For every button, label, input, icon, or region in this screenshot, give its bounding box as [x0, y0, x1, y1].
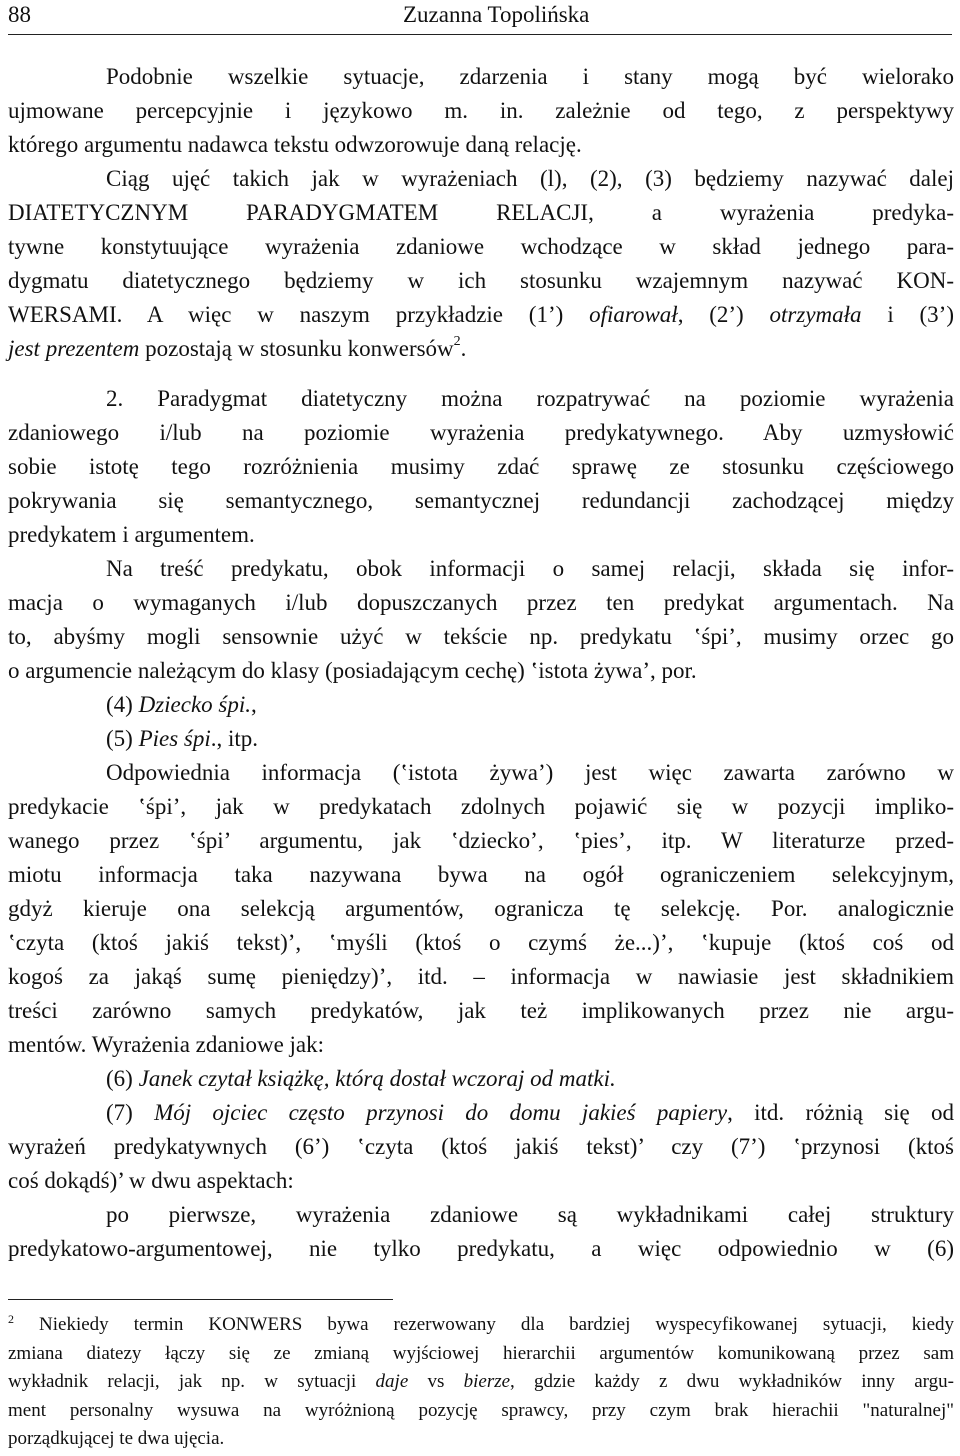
paragraph-intro — [8, 60, 954, 162]
text-line: zdaniowego i/lub na poziomie wyrażenia predykatywnego. Aby uzmysłowić — [8, 420, 954, 445]
footnote-number: 2 — [8, 1312, 14, 1326]
text-line: wyrażeń predykatywnych (6’) ʽczyta (ktoś jakiś tekst)’ czy (7’) ʽprzynosi (ktoś — [8, 1134, 954, 1159]
paragraph-predicate-content — [8, 552, 954, 756]
text-line: dygmatu diatetycznego będziemy w ich stosunku wzajemnym nazywać KON- — [8, 268, 954, 293]
text-line: kogoś za jakąś sumę pieniędzy)’, itd. – informacja w nawiasie jest składnikiem — [8, 964, 954, 989]
text-line: którego argumentu nadawca tekstu odwzorowuje daną relację. — [8, 132, 582, 157]
text-line: gdyż kieruje ona selekcją argumentów, ogranicza tę selekcję. Por. analogicznie — [8, 896, 954, 921]
text-line: ujmowane percepcyjnie i językowo m. in. zależnie od tego, z perspektywy — [8, 98, 954, 123]
italic-term: jest prezentem — [8, 336, 140, 361]
text-line: miotu informacja taka nazywana bywa na ogół ograniczeniem selekcyjnym, — [8, 862, 954, 887]
text-line: 2. Paradygmat diatetyczny można rozpatrywać na poziomie wyrażenia — [106, 386, 954, 411]
main-text — [8, 60, 954, 1266]
example-6: (6) Janek czytał książkę, którą dostał wczoraj od matki. — [106, 1066, 616, 1091]
text-line: po pierwsze, wyrażenia zdaniowe są wykładnikami całej struktury — [106, 1202, 954, 1227]
text-line: Odpowiednia informacja (ʽistota żywa’) jest więc zawarta zarówno w — [106, 760, 954, 785]
running-header — [8, 2, 952, 35]
text-line: predykatem i argumentem. — [8, 522, 255, 547]
footnote-separator — [8, 1299, 393, 1300]
italic-term: ofiarował — [589, 302, 678, 327]
paragraph-selection-restriction — [8, 756, 954, 1198]
text-line: Podobnie wszelkie sytuacje, zdarzenia i stany mogą być wielorako — [106, 64, 954, 89]
text-line: Ciąg ujęć takich jak w wyrażeniach (l), (2), (3) będziemy nazywać dalej — [106, 166, 954, 191]
text-line: treści zarówno samych predykatów, jak też implikowanych przez nie argu- — [8, 998, 954, 1023]
footnote-ref: 2 — [453, 334, 461, 349]
text-line: DIATETYCZNYM PARADYGMATEM RELACJI, a wyrażenia predyka- — [8, 200, 954, 225]
paragraph-first-aspect — [8, 1198, 954, 1266]
text-line: macja o wymaganych i/lub dopuszczanych przez ten predykat argumentach. Na — [8, 590, 954, 615]
text-line: predykatowo-argumentowej, nie tylko predykatu, a więc odpowiednio w (6) — [8, 1236, 954, 1261]
example-4: (4) Dziecko śpi., — [106, 692, 257, 717]
text-line: ʽczyta (ktoś jakiś tekst)’, ʽmyśli (ktoś o czymś że...)’, ʽkupuje (ktoś coś od — [8, 930, 954, 955]
example-5: (5) Pies śpi., itp. — [106, 726, 259, 751]
text-line: wanego przez ʽśpi’ argumentu, jak ʽdziecko’, ʽpies’, itp. W literaturze przed- — [8, 828, 954, 853]
paragraph-section-2 — [8, 382, 954, 552]
footnote — [8, 1311, 954, 1454]
text-line: sobie istotę tego rozróżnienia musimy zdać sprawę ze stosunku częściowego — [8, 454, 954, 479]
footnote-line: wykładnik relacji, jak np. w sytuacji daje vs bierze, gdzie każdy z dwu wykładników inny argu- — [8, 1371, 954, 1392]
text-line: to, abyśmy mogli sensownie użyć w tekście np. predykatu ʽśpi’, musimy orzec go — [8, 624, 954, 649]
text-line: WERSAMI. A więc w naszym przykładzie (1’) ofiarował, (2’) otrzymała i (3’) — [8, 302, 955, 327]
paragraph-diathetic-paradigm — [8, 162, 954, 366]
text-line: coś dokądś)’ w dwu aspektach: — [8, 1168, 294, 1193]
text-line: tywne konstytuujące wyrażenia zdaniowe wchodzące w skład jednego para- — [8, 234, 954, 259]
text-line: mentów. Wyrażenia zdaniowe jak: — [8, 1032, 325, 1057]
text-line: jest prezentem pozostają w stosunku konwersów$^2$. — [8, 334, 467, 361]
italic-term: otrzymała — [769, 302, 862, 327]
example-7: (7) Mój ojciec często przynosi do domu jakieś papiery, itd. różnią się od — [106, 1100, 954, 1125]
footnote-line: porządkującej te dwa ujęcia. — [8, 1428, 225, 1449]
footnote-line: zmiana diatezy łączy się ze zmianą wyjściowej hierarchii argumentów komunikowaną przez sam — [8, 1342, 954, 1364]
text-line: Na treść predykatu, obok informacji o samej relacji, składa się infor- — [106, 556, 954, 581]
text-line: pokrywania się semantycznego, semantycznej redundancji zachodzącej między — [8, 488, 954, 513]
text-line: o argumencie należącym do klasy (posiadającym cechę) ʽistota żywa’, por. — [8, 658, 697, 683]
page-number: 88 — [8, 2, 31, 27]
footnote-line: ment personalny wysuwa na wyróżnioną pozycję sprawcy, przy czym brak hierachii "naturalnej" — [8, 1399, 954, 1421]
running-head-author: Zuzanna Topolińska — [403, 2, 590, 27]
text-line: predykacie ʽśpi’, jak w predykatach zdolnych pojawić się w pozycji impliko- — [8, 794, 954, 819]
footnote-line: $^2$ Niekiedy termin KONWERS bywa rezerwowany dla bardziej wyspecyfikowanej sytuacji, kiedy — [8, 1312, 954, 1335]
